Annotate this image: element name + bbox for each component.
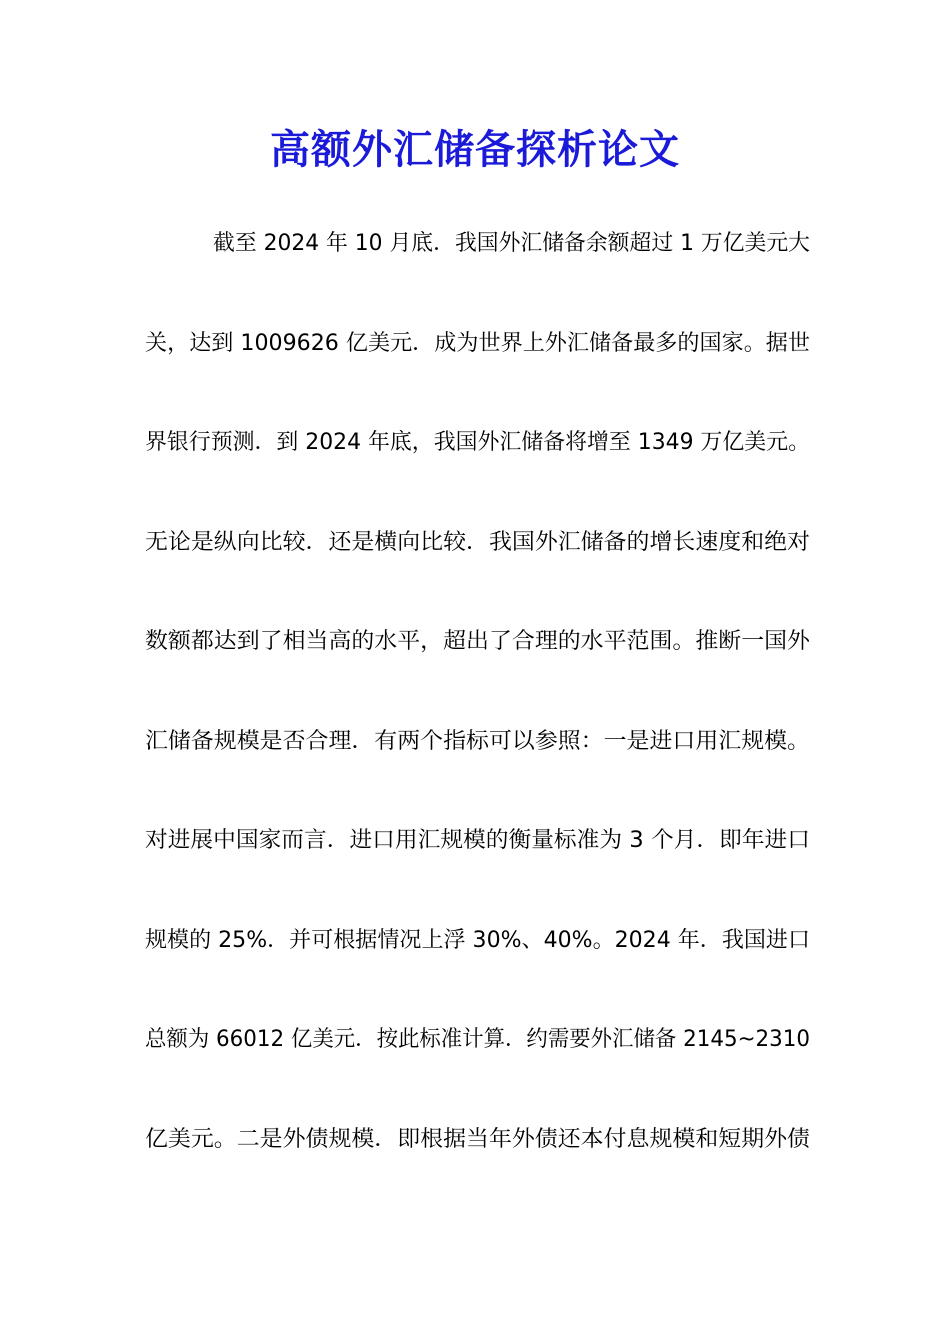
body-line-5 [145, 610, 810, 710]
body-line-text: 亿美元。二是外债规模．即根据当年外债还本付息规模和短期外债 [145, 1126, 810, 1152]
body-line-text: 关，达到 1009626 亿美元．成为世界上外汇储备最多的国家。据世 [145, 330, 810, 356]
body-line-10 [145, 1108, 810, 1208]
body-line-text: 数额都达到了相当高的水平，超出了合理的水平范围。推断一国外 [145, 629, 810, 654]
body-line-3 [145, 411, 810, 511]
body-line-text: 对进展中国家而言．进口用汇规模的衡量标准为 3 个月．即年进口 [145, 828, 811, 853]
body-line-1 [145, 212, 810, 312]
body-line-text: 截至 2024 年 10 月底．我国外汇储备余额超过 1 万亿美元大 [213, 231, 810, 256]
body-line-6 [145, 710, 810, 810]
body-line-8 [145, 909, 810, 1009]
body-line-9 [145, 1008, 810, 1108]
body-line-text: 总额为 66012 亿美元．按此标准计算．约需要外汇储备 2145~2310 [145, 1027, 810, 1052]
body-line-text: 无论是纵向比较．还是横向比较．我国外汇储备的增长速度和绝对 [145, 529, 810, 555]
body-line-7 [145, 809, 810, 909]
body-line-2 [145, 312, 810, 412]
document-title: 高额外汇储备探析论文 [270, 126, 680, 173]
body-line-4 [145, 511, 810, 611]
body-line-text: 规模的 25%．并可根据情况上浮 30%、40%。2024 年．我国进口 [145, 927, 810, 953]
body-line-text: 界银行预测．到 2024 年底，我国外汇储备将增至 1349 万亿美元。 [145, 430, 810, 455]
body-line-text: 汇储备规模是否合理．有两个指标可以参照：一是进口用汇规模。 [145, 728, 810, 754]
document-body [145, 212, 810, 1207]
